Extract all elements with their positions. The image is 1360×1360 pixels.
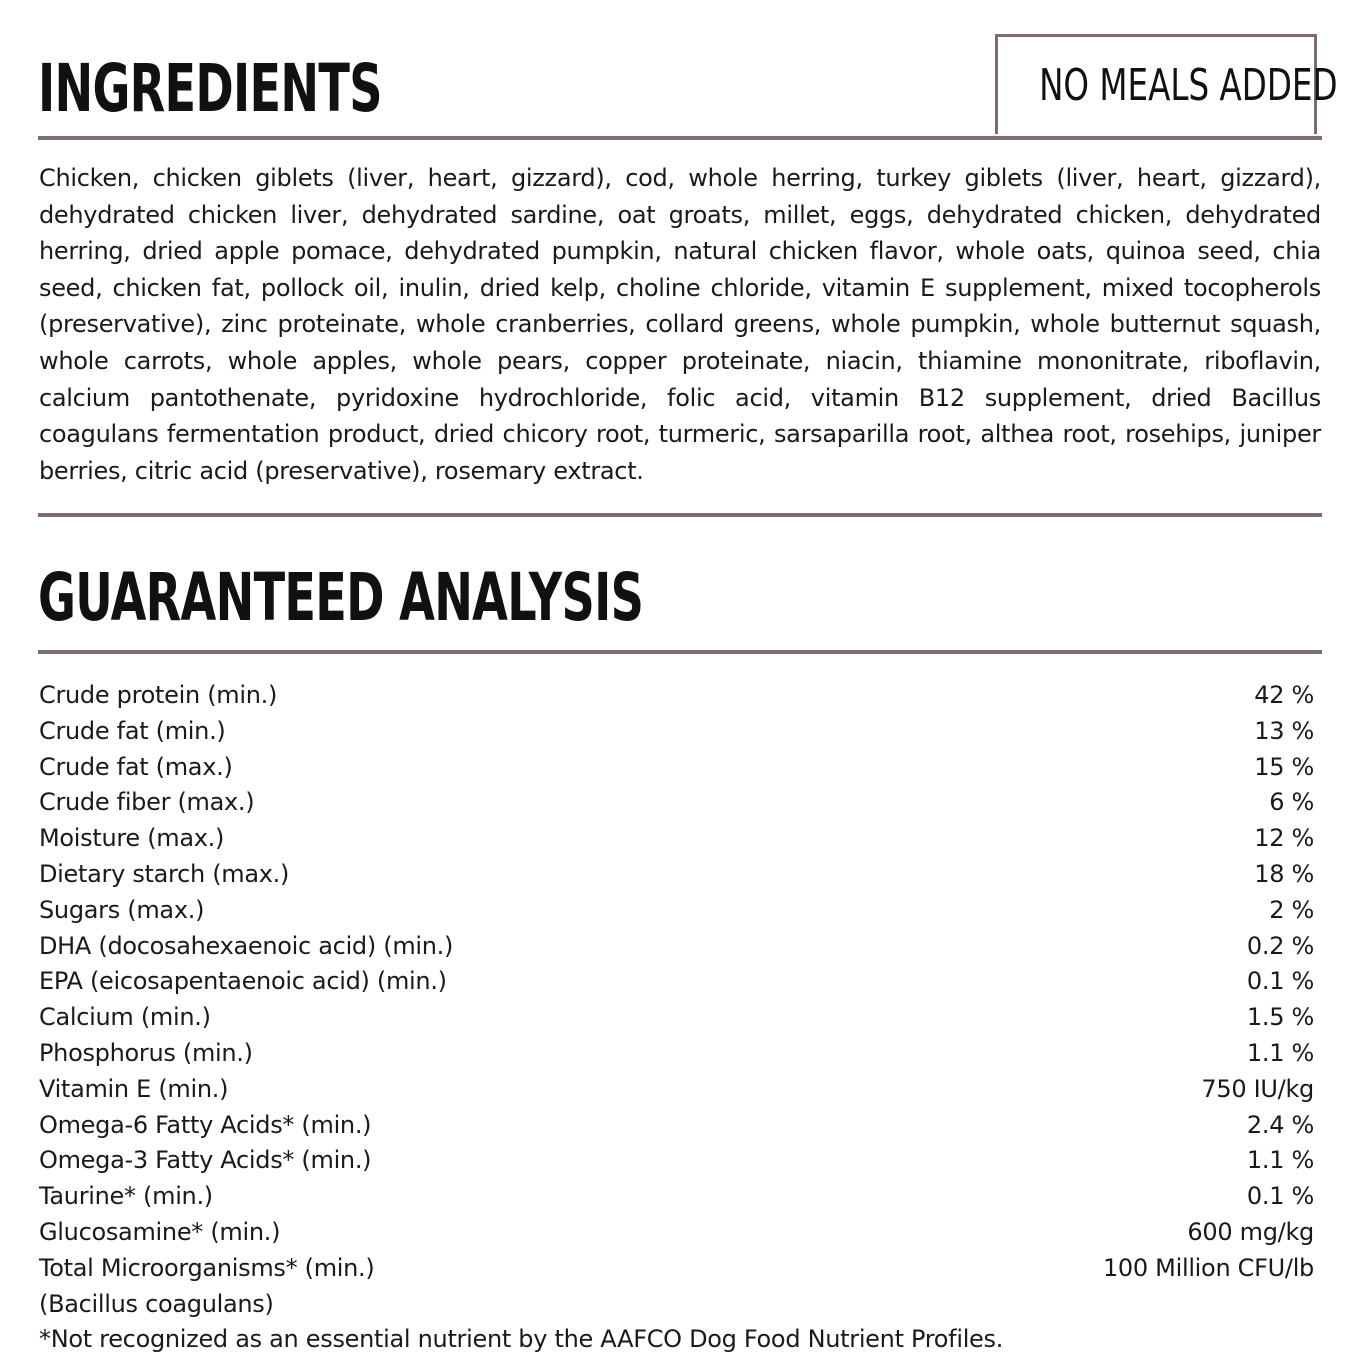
analysis-row (39, 1215, 1314, 1251)
nutrient-label: Crude fat (min.) (39, 716, 226, 745)
section-divider (38, 513, 1322, 517)
analysis-row (39, 1108, 1314, 1144)
nutrient-value: 0.1 % (1246, 1182, 1314, 1211)
guaranteed-analysis-heading: GUARANTEED ANALYSIS (38, 559, 644, 636)
nutrient-value: 18 % (1254, 859, 1314, 888)
analysis-row (39, 1251, 1314, 1287)
nutrient-value: 0.1 % (1246, 967, 1314, 996)
nutrient-value: 42 % (1254, 681, 1314, 709)
analysis-row (39, 1000, 1314, 1036)
analysis-row (39, 714, 1314, 750)
nutrient-label: Sugars (max.) (39, 895, 205, 924)
no-meals-added-badge (995, 34, 1338, 134)
analysis-divider (38, 650, 1322, 654)
nutrient-label: DHA (docosahexaenoic acid) (min.) (39, 931, 454, 960)
nutrient-label: Vitamin E (min.) (39, 1074, 229, 1103)
nutrient-value: 13 % (1254, 716, 1314, 745)
analysis-row (39, 785, 1314, 821)
nutrient-label: Glucosamine* (min.) (39, 1217, 281, 1246)
nutrient-label: Crude fiber (max.) (39, 788, 255, 817)
nutrient-value: 600 mg/kg (1187, 1217, 1314, 1246)
nutrient-label: Crude fat (max.) (39, 752, 233, 781)
nutrient-value: 1.5 % (1246, 1003, 1314, 1032)
nutrient-value: 100 Million CFU/lb (1102, 1253, 1314, 1282)
analysis-row (39, 750, 1314, 786)
analysis-table (39, 678, 1314, 1358)
nutrient-label: Omega-6 Fatty Acids* (min.) (39, 1110, 372, 1139)
nutrient-label: Omega-3 Fatty Acids* (min.) (39, 1146, 372, 1175)
nutrient-label: Total Microorganisms* (min.) (39, 1253, 375, 1282)
analysis-row (39, 1072, 1314, 1108)
analysis-row (39, 857, 1314, 893)
analysis-row (39, 929, 1314, 965)
analysis-row (39, 821, 1314, 857)
analysis-row (39, 1036, 1314, 1072)
nutrient-label: Dietary starch (max.) (39, 859, 290, 888)
nutrient-label: Phosphorus (min.) (39, 1038, 253, 1067)
aafco-footnote: *Not recognized as an essential nutrient by the AAFCO Dog Food Nutrient Profiles. (39, 1325, 1004, 1354)
analysis-row (39, 964, 1314, 1000)
ingredients-divider (38, 136, 1322, 140)
nutrient-value: 15 % (1254, 752, 1314, 781)
ingredients-list: Chicken, chicken giblets (liver, heart, gizzard), cod, whole herring, turkey giblets (liver, heart, gizzard), dehydrated chicken liver, dehydrated sardine, oat groats, millet, eggs, dehydrated chicken, dehydrated herring, dried apple pomace, dehydrated pumpkin, natural chicken flavor, whole oats, quinoa seed, chia seed, chicken fat, pollock oil, inulin, dried kelp, choline chloride, vitamin E supplement, mixed tocopherols (preservative), zinc proteinate, whole cranberries, collard greens, whole pumpkin, whole butternut squash, whole carrots, whole apples, whole pears, copper proteinate, niacin, thiamine mononitrate, riboflavin, calcium pantothenate, pyridoxine hydrochloride, folic acid, vitamin B12 supplement, dried Bacillus coagulans fermentation product, dried chicory root, turmeric, sarsaparilla root, althea root, rosehips, juniper berries, citric acid (preservative), rosemary extract. (39, 164, 1321, 485)
nutrient-value: 1.1 % (1246, 1146, 1314, 1175)
nutrient-value: 1.1 % (1246, 1038, 1314, 1067)
nutrient-label: Moisture (max.) (39, 824, 225, 853)
analysis-row (39, 1143, 1314, 1179)
badge-label: NO MEALS ADDED (1039, 60, 1338, 111)
analysis-row (39, 1179, 1314, 1215)
nutrient-label: Calcium (min.) (39, 1003, 211, 1032)
ingredients-heading: INGREDIENTS (38, 50, 382, 127)
nutrient-value: 12 % (1254, 824, 1314, 853)
analysis-row (39, 678, 1314, 714)
nutrient-label: Crude protein (min.) (39, 681, 278, 709)
nutrient-value: 0.2 % (1246, 931, 1314, 960)
nutrient-value: 2 % (1269, 895, 1314, 924)
nutrient-label: Taurine* (min.) (39, 1182, 213, 1211)
nutrient-label: EPA (eicosapentaenoic acid) (min.) (39, 967, 447, 996)
organism-note: (Bacillus coagulans) (39, 1289, 274, 1318)
analysis-row (39, 893, 1314, 929)
nutrient-value: 750 IU/kg (1201, 1074, 1314, 1103)
nutrient-value: 6 % (1269, 788, 1314, 817)
nutrient-value: 2.4 % (1246, 1110, 1314, 1139)
